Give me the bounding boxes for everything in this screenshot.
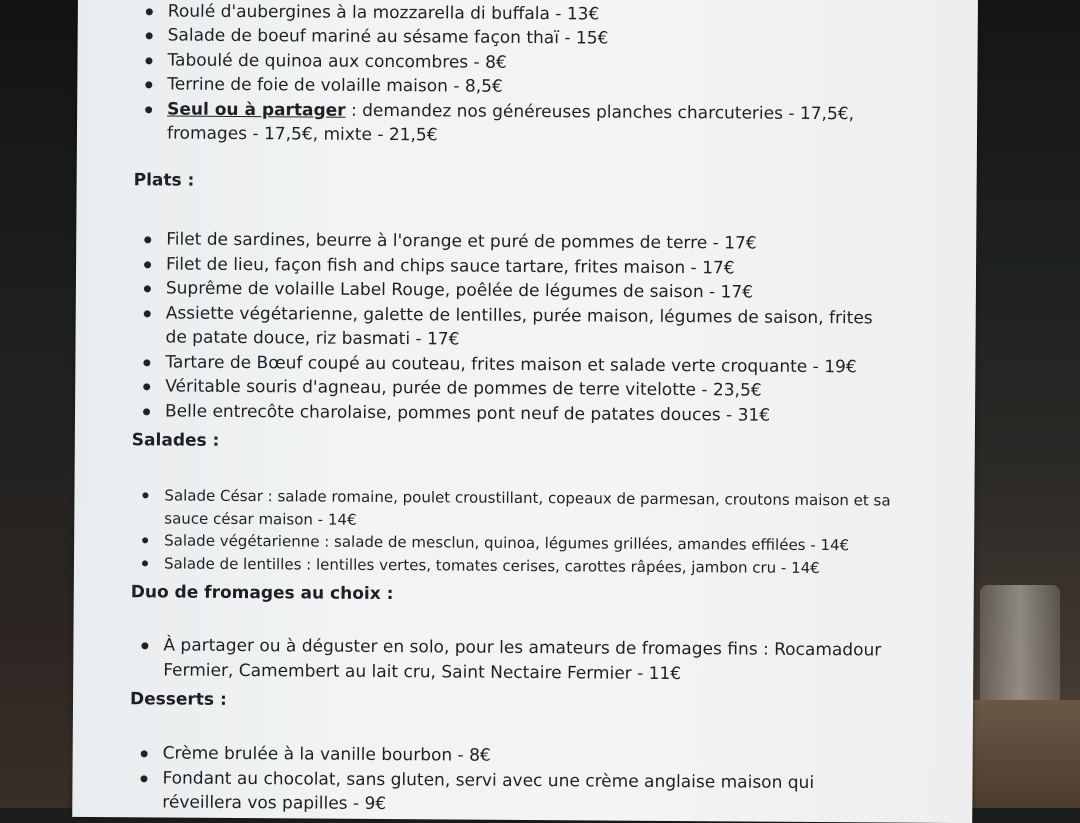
list-item-text: Roulé d'aubergines à la mozzarella di buffala - 13€ [167,0,600,24]
list-item-text: À partager ou à déguster en solo, pour les amateurs de fromages fins : Rocamadour Fermier, Camembert au lait cru, Saint Nectaire Fermier - 11€ [163,635,882,684]
list-item-text: Belle entrecôte charolaise, pommes pont neuf de patates douces - 31€ [164,400,771,426]
water-glass [980,585,1060,705]
share-text: : demandez nos généreuses planches charcuteries - 17,5€, fromages - 17,5€, mixte - 21,5€ [166,100,855,146]
list-item-text: Salade végétarienne : salade de mesclun, quinoa, légumes grillées, amandes effilées - 14€ [164,531,850,555]
section-title-fromages: Duo de fromages au choix : [130,582,394,605]
list-item [139,97,899,151]
list-item-text: Tartare de Bœuf coupé au couteau, frites maison et salade verte croquante - 19€ [165,351,857,377]
list-item [137,399,897,429]
list-item-text: Terrine de foie de volaille maison - 8,5€ [167,74,503,97]
section-title-desserts: Desserts : [129,689,227,710]
salades-list [136,484,897,579]
plats-list [137,227,898,428]
share-label: Seul ou à partager [167,98,346,121]
list-item-text: Assiette végétarienne, galette de lentilles, purée maison, légumes de saison, frites de patate douce, riz basmati - 17€ [165,302,873,350]
list-item-text: Salade de boeuf mariné au sésame façon thaï - 15€ [167,25,609,49]
list-item [135,633,895,687]
entrees-list [139,0,900,151]
menu-paper [72,0,978,823]
list-item [137,301,897,355]
list-item-text: Crème brulée à la vanille bourbon - 8€ [162,743,491,766]
fromages-list [135,633,895,687]
list-item-text: Filet de lieu, façon fish and chips sauce tartare, frites maison - 17€ [166,253,735,278]
list-item-text: Taboulé de quinoa aux concombres - 8€ [167,49,507,73]
section-title-salades: Salades : [131,430,220,451]
list-item-text: Salade César : salade romaine, poulet croustillant, copeaux de parmesan, croutons maison et sa sauce césar maison - 14€ [164,486,891,529]
list-item-text: Filet de sardines, beurre à l'orange et puré de pommes de terre - 17€ [166,229,757,254]
list-item-text: Véritable souris d'agneau, purée de pommes de terre vitelotte - 23,5€ [165,376,762,401]
section-title-plats: Plats : [133,170,195,191]
list-item-text: Suprême de volaille Label Rouge, poêlée de légumes de saison - 17€ [165,278,754,303]
list-item [136,484,896,534]
list-item-text: Fondant au chocolat, sans gluten, servi avec une crème anglaise maison qui réveillera vos papilles - 9€ [162,767,815,815]
desserts-list [134,741,894,820]
menu [72,0,978,823]
list-item [136,552,896,580]
list-item-text: Salade de lentilles : lentilles vertes, tomates cerises, carottes râpées, jambon cru - 14€ [163,553,820,577]
list-item [134,766,894,820]
